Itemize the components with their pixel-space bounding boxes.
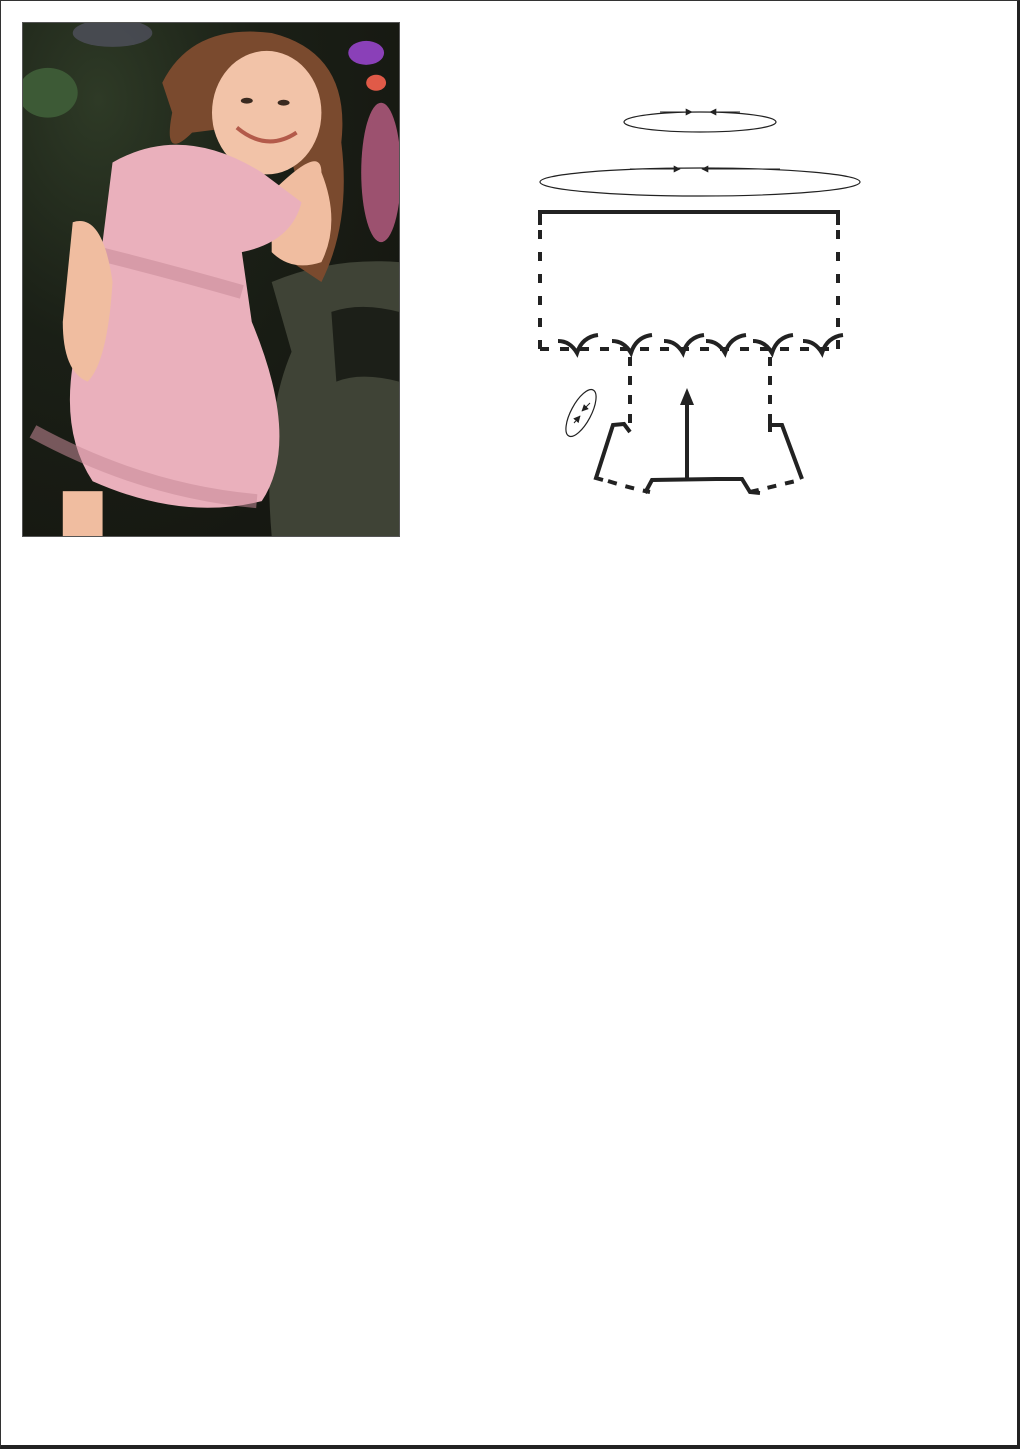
pattern-schematic xyxy=(520,85,920,505)
front-neck-edge xyxy=(645,479,760,493)
photo-illustration xyxy=(23,23,399,536)
bench-shadow xyxy=(331,307,399,382)
eye-left xyxy=(241,98,253,104)
sleeve-arrow xyxy=(574,416,580,423)
leaf xyxy=(23,68,78,118)
eye-right xyxy=(278,100,290,106)
pink-flowers-right xyxy=(361,103,399,242)
hem-dashed-left xyxy=(608,481,650,492)
gather-mark xyxy=(664,335,704,353)
hem-dashed-right xyxy=(750,480,800,492)
left-sleeve xyxy=(596,424,630,480)
flowers-top xyxy=(73,23,153,47)
model-photo xyxy=(22,22,400,537)
leg xyxy=(63,491,103,536)
sleeve-circle xyxy=(560,385,602,440)
right-sleeve xyxy=(770,425,802,479)
schematic-svg xyxy=(520,85,920,505)
orange-flower xyxy=(366,75,386,91)
sleeve-arrow xyxy=(582,403,590,411)
stone-bench xyxy=(269,261,399,536)
chest-circle xyxy=(540,168,860,196)
neck-circle xyxy=(624,112,776,132)
direction-arrow-icon xyxy=(680,388,694,405)
purple-flower xyxy=(348,41,384,65)
top-edge xyxy=(540,212,838,225)
